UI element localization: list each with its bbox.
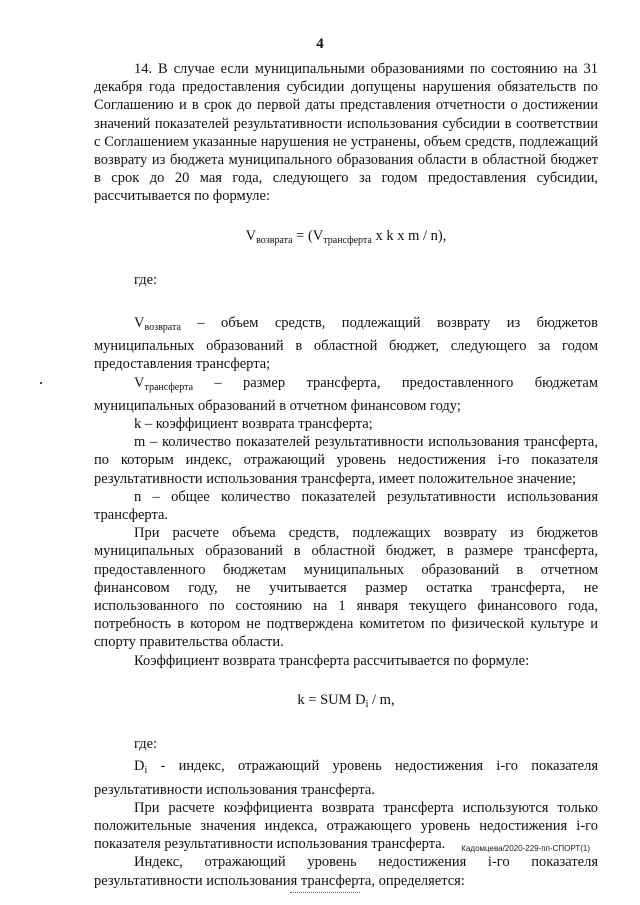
formula-text: V [245,227,257,244]
formula-text: / m, [368,691,395,708]
definition-text: – размер трансферта, предоставленного бюджетам муниципальных образований в отчетном финансовом году; [94,374,598,414]
definition-n: n – общее количество показателей результативности использования трансферта. [94,488,598,524]
definition-subscript: i [144,765,148,777]
formula-subscript: трансферта [323,234,372,246]
footer-document-id: Кадомцева/2020-229-пп-СПОРТ(1) [461,844,590,853]
definition-v-return [94,314,598,374]
definition-symbol: V [134,315,145,332]
paragraph-index: Индекс, отражающий уровень недостижения i-го показателя результативности использования трансферта, определяется: [94,854,598,889]
formula-subscript: возврата [256,234,293,246]
formula-return-volume [94,227,598,250]
paragraph-coefficient: Коэффициент возврата трансферта рассчитывается по формуле: [134,652,530,669]
bottom-scan-mark [290,892,360,894]
where-label: где: [134,271,158,288]
formula-subscript: i [365,698,369,710]
definition-di [94,757,598,798]
definition-v-transfer [94,374,598,415]
formula-text: x k x m / n), [371,227,447,244]
definition-m: m – количество показателей результативности использования трансферта, по которым индекс, отражающий уровень недостижения i-го показателя результативности использования трансферта, имеет положительное значение; [94,434,598,487]
definition-subscript: трансферта [144,381,194,393]
paragraph-positive-values: При расчете коэффициента возврата трансферта используются только положительные значения индекса, отражающего уровень недостижения i-го показателя результативности использования трансферта. [94,799,598,853]
margin-dot [40,382,42,384]
formula-text: k = SUM D [297,691,366,708]
paragraph-14: 14. В случае если муниципальными образованиями по состоянию на 31 декабря года предоставления субсидии допущены нарушения обязательств по Соглашению и в срок до первой даты представления отчетности о достижении значений показателей результативности использования субсидии в соответствии с Соглашением указанные нарушения не устранены, объем средств, подлежащий возврату из бюджета муниципального образования области в областной бюджет в срок до 20 мая года, следующего за годом предоставления субсидии, рассчитывается по формуле: [94,61,598,205]
definition-text: – объем средств, подлежащий возврату из бюджетов муниципальных образований в областной бюджет, следующего за годом предоставления трансферта; [94,315,598,373]
formula-coefficient [94,691,598,714]
page-number: 4 [316,36,324,52]
paragraph-calculation: При расчете объема средств, подлежащих возврату из бюджетов муниципальных образований в областной бюджет, в размере трансферта, предоставленного бюджетам муниципальных образований в отчетном финансовом году, не учитывается размер остатка трансферта, не использованного по состоянию на 1 января текущего финансового года, потребность в котором не подтверждена комитетом по физической культуре и спорту правительства области. [94,525,598,651]
definition-symbol: V [134,374,145,391]
where-label: где: [134,736,158,753]
document-body [94,60,598,890]
definition-text: - индекс, отражающий уровень недостижения i-го показателя результативности использования трансферта. [94,758,598,798]
definition-k: k – коэффициент возврата трансферта; [134,416,373,433]
formula-text: = (V [292,227,324,244]
definition-symbol: D [134,758,145,775]
definition-subscript: возврата [144,322,181,334]
